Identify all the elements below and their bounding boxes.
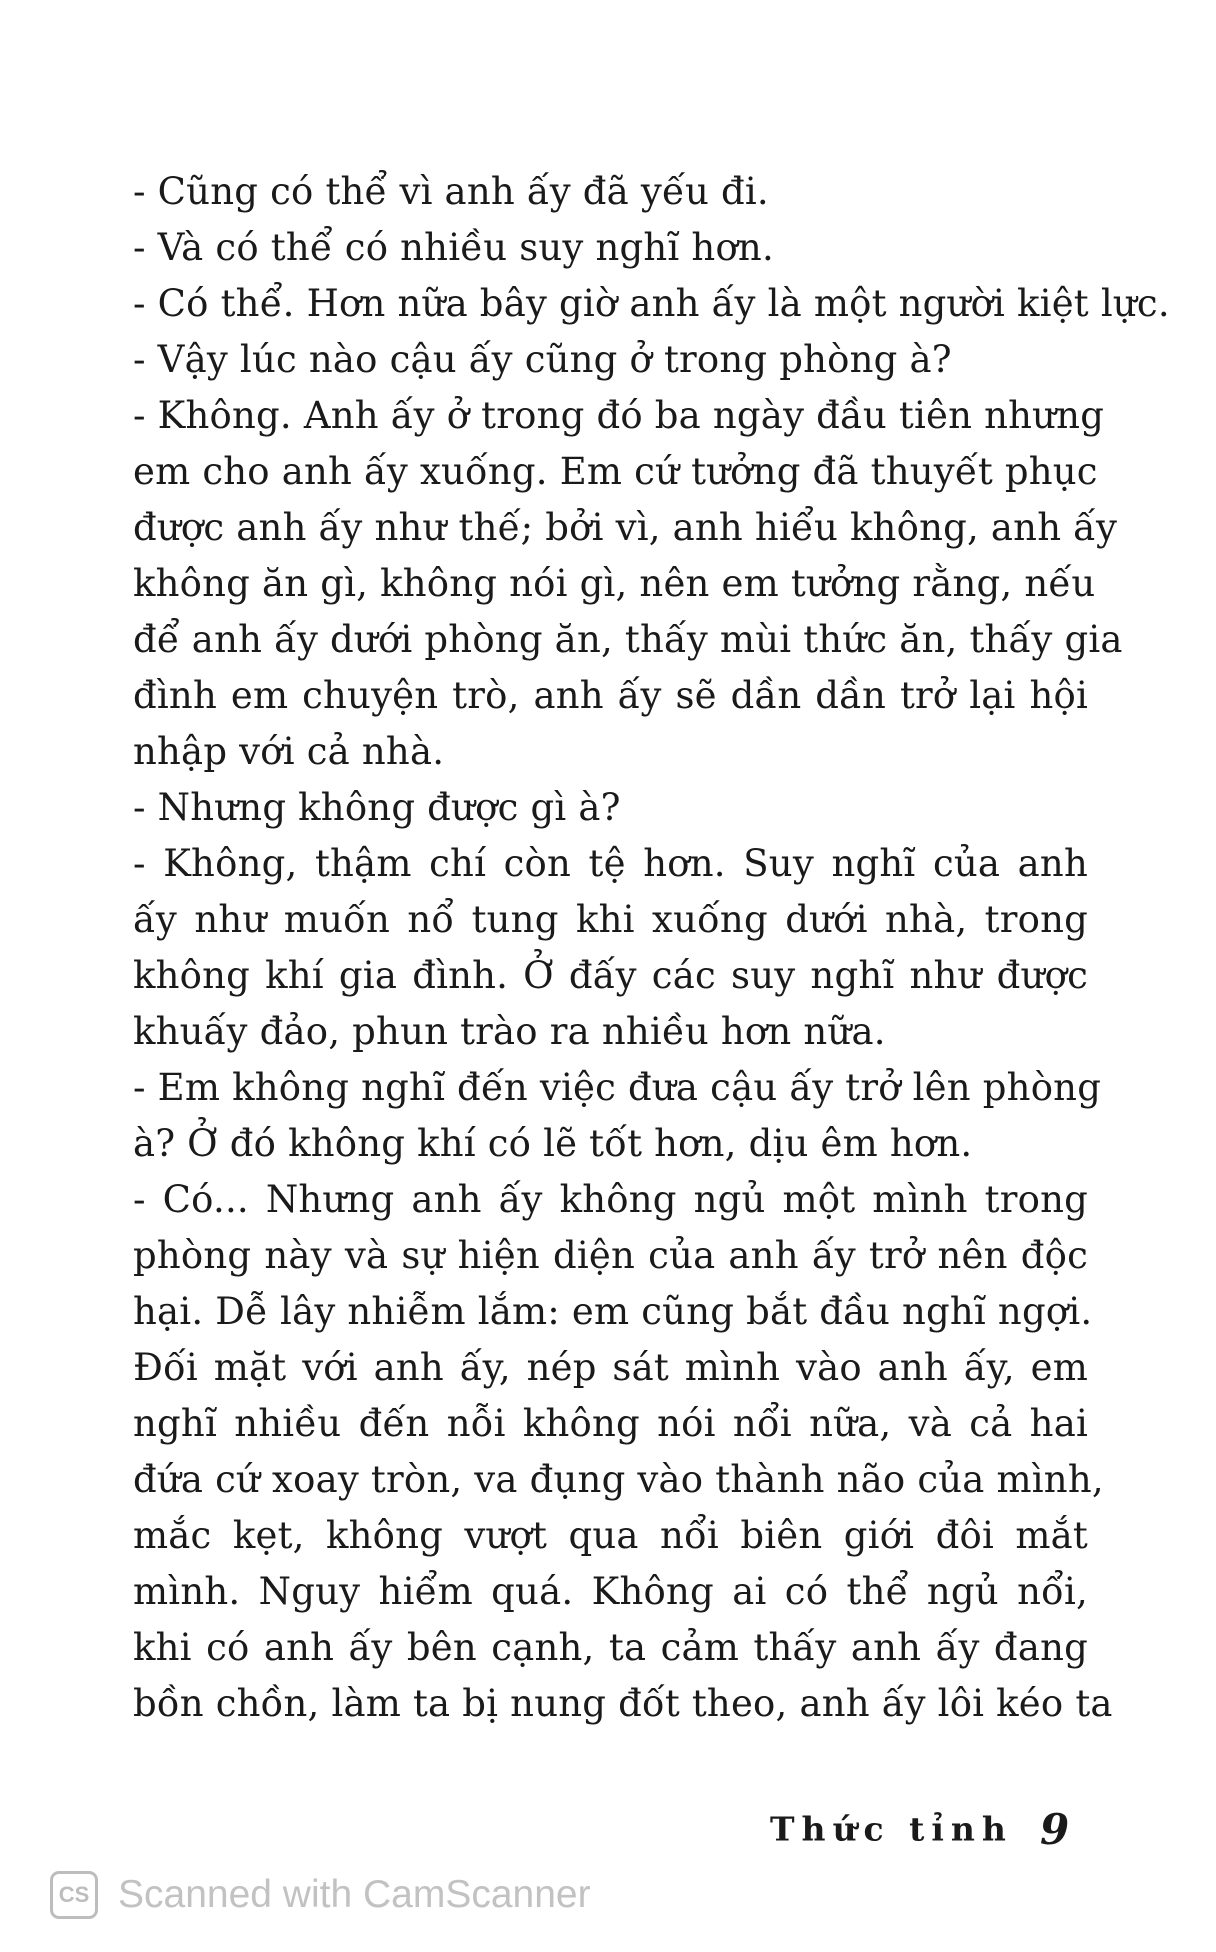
text-line: à? Ở đó không khí có lẽ tốt hơn, dịu êm hơn. <box>133 1122 973 1165</box>
text-line: hại. Dễ lây nhiễm lắm: em cũng bắt đầu nghĩ ngợi. <box>133 1290 1093 1333</box>
camscanner-logo-icon: CS <box>50 1871 98 1919</box>
text-line: khi có anh ấy bên cạnh, ta cảm thấy anh ấy đang <box>133 1626 1088 1669</box>
text-line: mình. Nguy hiểm quá. Không ai có thể ngủ nổi, <box>133 1570 1088 1613</box>
text-line: - Có... Nhưng anh ấy không ngủ một mình trong <box>133 1178 1088 1221</box>
text-line: - Em không nghĩ đến việc đưa cậu ấy trở lên phòng <box>133 1066 1102 1109</box>
running-book-title: Thức tỉnh <box>770 1809 1013 1849</box>
text-line: - Vậy lúc nào cậu ấy cũng ở trong phòng à? <box>133 338 952 381</box>
page-number: 9 <box>1039 1804 1070 1854</box>
text-line: - Không. Anh ấy ở trong đó ba ngày đầu tiên nhưng <box>133 394 1105 437</box>
text-line: phòng này và sự hiện diện của anh ấy trở nên độc <box>133 1234 1088 1277</box>
text-line: nhập với cả nhà. <box>133 730 445 773</box>
text-line: không ăn gì, không nói gì, nên em tưởng rằng, nếu <box>133 562 1096 605</box>
text-line: không khí gia đình. Ở đấy các suy nghĩ như được <box>133 954 1088 997</box>
text-line: - Nhưng không được gì à? <box>133 786 621 829</box>
text-line: khuấy đảo, phun trào ra nhiều hơn nữa. <box>133 1010 886 1053</box>
text-line: - Và có thể có nhiều suy nghĩ hơn. <box>133 226 774 269</box>
text-line: ấy như muốn nổ tung khi xuống dưới nhà, trong <box>133 898 1088 941</box>
scanner-watermark <box>50 1864 591 1926</box>
text-line: đứa cứ xoay tròn, va đụng vào thành não của mình, <box>133 1458 1104 1501</box>
text-line: được anh ấy như thế; bởi vì, anh hiểu không, anh ấy <box>133 506 1118 549</box>
text-line: Đối mặt với anh ấy, nép sát mình vào anh ấy, em <box>133 1346 1088 1389</box>
page-body <box>133 164 1170 1732</box>
text-line: mắc kẹt, không vượt qua nổi biên giới đôi mắt <box>133 1514 1088 1557</box>
text-line: - Cũng có thể vì anh ấy đã yếu đi. <box>133 170 769 213</box>
text-line: đình em chuyện trò, anh ấy sẽ dần dần trở lại hội <box>133 674 1088 717</box>
watermark-text: Scanned with CamScanner <box>118 1873 591 1916</box>
text-line: - Có thể. Hơn nữa bây giờ anh ấy là một người kiệt lực. <box>133 282 1170 325</box>
text-line: nghĩ nhiều đến nỗi không nói nổi nữa, và cả hai <box>133 1402 1088 1445</box>
text-line: em cho anh ấy xuống. Em cứ tưởng đã thuyết phục <box>133 450 1098 493</box>
page-footer <box>770 1804 1069 1854</box>
text-line: - Không, thậm chí còn tệ hơn. Suy nghĩ của anh <box>133 842 1088 885</box>
text-line: bồn chồn, làm ta bị nung đốt theo, anh ấy lôi kéo ta <box>133 1682 1113 1725</box>
text-line: để anh ấy dưới phòng ăn, thấy mùi thức ăn, thấy gia <box>133 618 1123 661</box>
